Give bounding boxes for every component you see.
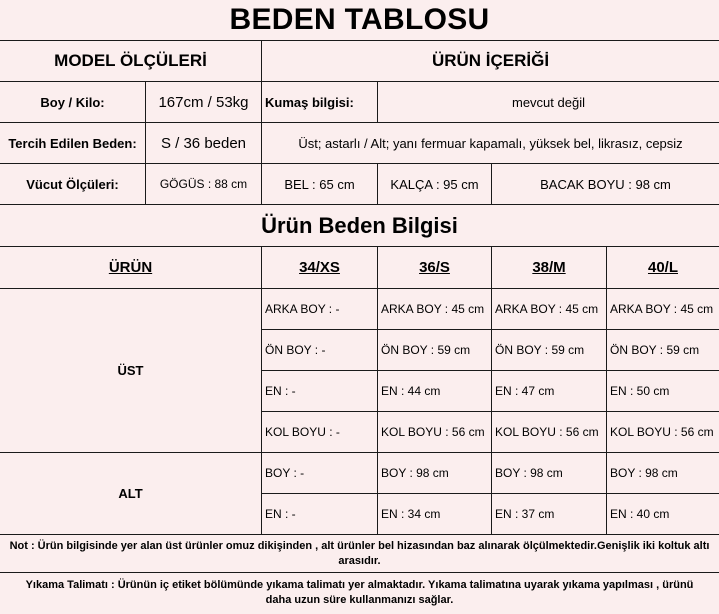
leg-length-measurement: BACAK BOYU : 98 cm <box>540 176 671 192</box>
size-info-title: Ürün Beden Bilgisi <box>261 212 458 238</box>
table-cell: EN : 34 cm <box>381 507 441 521</box>
fabric-label: Kumaş bilgisi: <box>265 94 354 110</box>
table-cell: ARKA BOY : 45 cm <box>495 302 599 316</box>
table-cell: ARKA BOY : - <box>265 302 340 316</box>
table-cell: ARKA BOY : 45 cm <box>610 302 714 316</box>
table-cell: EN : 50 cm <box>610 384 670 398</box>
table-cell: KOL BOYU : 56 cm <box>610 425 714 439</box>
size-header-40l: 40/L <box>647 259 678 276</box>
table-cell: EN : 47 cm <box>495 384 555 398</box>
top-garment-label: ÜST <box>117 363 144 378</box>
washing-instructions-line1: Yıkama Talimatı : Ürünün iç etiket bölümünde yıkama talimatı yer almaktadır. Yıkama talimatına uyarak yıkama yapılması , ürünü <box>25 579 694 591</box>
table-cell: ÖN BOY : 59 cm <box>610 343 700 357</box>
table-cell: EN : 40 cm <box>610 507 670 521</box>
bottom-garment-label: ALT <box>118 486 143 501</box>
table-cell: ÖN BOY : 59 cm <box>381 343 471 357</box>
washing-instructions <box>0 578 719 608</box>
product-description: Üst; astarlı / Alt; yanı fermuar kapamalı, yüksek bel, likrasız, cepsiz <box>298 135 683 151</box>
table-cell: EN : - <box>265 384 296 398</box>
waist-measurement: BEL : 65 cm <box>284 176 355 192</box>
measurement-note-line2: arasıdır. <box>338 555 381 567</box>
model-measurements-header: MODEL ÖLÇÜLERİ <box>54 51 207 70</box>
size-header-38m: 38/M <box>532 259 566 276</box>
page-title: BEDEN TABLOSU <box>229 3 490 36</box>
measurement-note-line1: Not : Ürün bilgisinde yer alan üst ürünler omuz dikişinden , alt ürünler bel hizasından baz alınarak ölçülmektedir.Genişlik iki koltuk altı <box>9 540 710 552</box>
size-header-34xs: 34/XS <box>299 259 340 276</box>
product-content-header: ÜRÜN İÇERİĞİ <box>431 51 550 70</box>
product-column-header: ÜRÜN <box>108 259 153 276</box>
table-cell: BOY : 98 cm <box>381 466 449 480</box>
table-cell: KOL BOYU : 56 cm <box>495 425 599 439</box>
chest-measurement: GÖGÜS : 88 cm <box>159 177 248 191</box>
table-cell: ARKA BOY : 45 cm <box>381 302 485 316</box>
preferred-size-value: S / 36 beden <box>160 134 247 152</box>
size-header-36s: 36/S <box>419 259 450 276</box>
table-cell: KOL BOYU : 56 cm <box>381 425 485 439</box>
hip-measurement: KALÇA : 95 cm <box>390 176 479 192</box>
fabric-value: mevcut değil <box>512 94 585 110</box>
height-weight-value: 167cm / 53kg <box>158 93 249 111</box>
body-measurements-label: Vücut Ölçüleri: <box>26 176 119 192</box>
measurement-note <box>0 539 719 569</box>
table-cell: EN : - <box>265 507 296 521</box>
table-cell: EN : 44 cm <box>381 384 441 398</box>
table-cell: BOY : 98 cm <box>495 466 563 480</box>
table-cell: BOY : 98 cm <box>610 466 678 480</box>
table-cell: ÖN BOY : 59 cm <box>495 343 585 357</box>
table-cell: BOY : - <box>265 466 305 480</box>
table-cell: EN : 37 cm <box>495 507 555 521</box>
washing-instructions-line2: daha uzun süre kullanmanızı sağlar. <box>265 594 454 606</box>
height-weight-label: Boy / Kilo: <box>40 94 105 110</box>
table-cell: ÖN BOY : - <box>265 343 326 357</box>
preferred-size-label: Tercih Edilen Beden: <box>8 135 137 151</box>
table-cell: KOL BOYU : - <box>265 425 340 439</box>
